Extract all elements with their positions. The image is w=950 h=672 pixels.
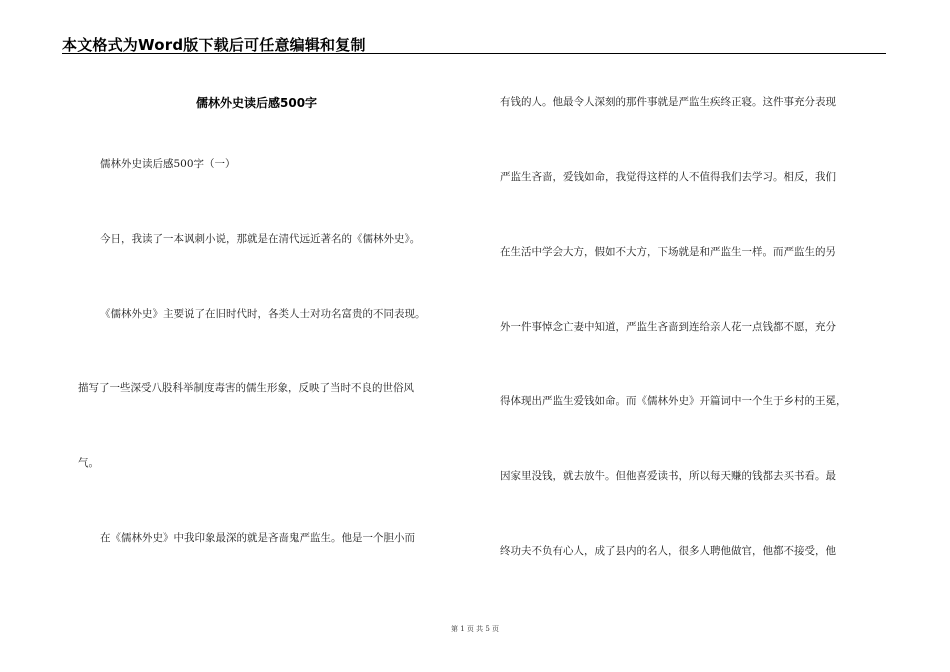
- page-number-footer: 第 1 页 共 5 页: [450, 625, 500, 633]
- paragraph-line: 描写了一些深受八股科举制度毒害的儒生形象，反映了当时不良的世俗风: [78, 382, 414, 394]
- header-banner: 本文格式为Word版下载后可任意编辑和复制: [62, 36, 366, 54]
- paragraph-line: 因家里没钱，就去放牛。但他喜爱读书，所以每天赚的钱都去买书看。最: [500, 470, 836, 482]
- paragraph-line: 严监生吝啬，爱钱如命，我觉得这样的人不值得我们去学习。相反，我们: [500, 171, 836, 183]
- paragraph-line: 在生活中学会大方，假如不大方，下场就是和严监生一样。而严监生的另: [500, 246, 836, 258]
- header-divider: [62, 53, 886, 54]
- paragraph-line: 《儒林外史》主要说了在旧时代时，各类人士对功名富贵的不同表现。: [100, 308, 426, 320]
- paragraph-line: 气。: [78, 457, 99, 469]
- document-title: 儒林外史读后感500字: [196, 96, 318, 110]
- paragraph-line: 有钱的人。他最令人深刻的那件事就是严监生疾终正寝。这件事充分表现: [500, 96, 836, 108]
- paragraph-line: 外一件事悼念亡妻中知道，严监生吝啬到连给亲人花一点钱都不愿，充分: [500, 321, 836, 333]
- left-column: [78, 60, 468, 620]
- right-column: [500, 60, 892, 620]
- paragraph-line: 终功夫不负有心人，成了县内的名人，很多人聘他做官，他都不接受，他: [500, 545, 836, 557]
- paragraph-line: 在《儒林外史》中我印象最深的就是吝啬鬼严监生。他是一个胆小而: [100, 532, 415, 544]
- paragraph-line: 得体现出严监生爱钱如命。而《儒林外史》开篇词中一个生于乡村的王冕，: [500, 395, 847, 407]
- paragraph-line: 今日，我读了一本讽刺小说，那就是在清代远近著名的《儒林外史》。: [100, 233, 421, 245]
- paragraph-line: 儒林外史读后感500字（一）: [100, 158, 236, 170]
